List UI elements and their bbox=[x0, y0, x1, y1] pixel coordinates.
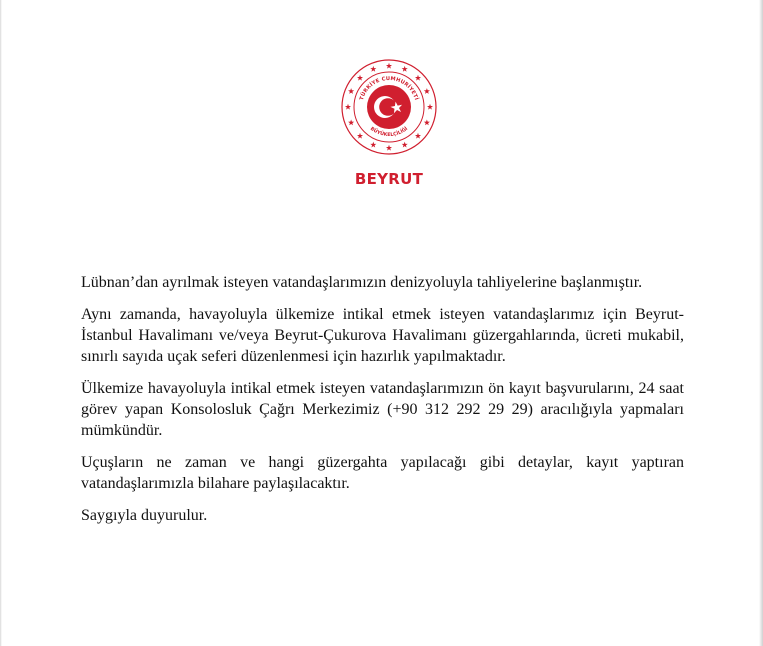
emblem-star bbox=[415, 133, 421, 139]
embassy-city-label: BEYRUT bbox=[354, 170, 424, 188]
emblem-star bbox=[357, 133, 363, 139]
emblem-arc-text: TÜRKİYE CUMHURİYETİ bbox=[358, 75, 420, 102]
emblem-star bbox=[402, 142, 408, 148]
announcement-paragraph: Lübnan’dan ayrılmak isteyen vatandaşlarımızın denizyoluyla tahliyelerine başlanmıştır. bbox=[81, 274, 643, 291]
announcement-paragraph: Aynı zamanda, havayoluyla ülkemize intikal etmek isteyen vatandaşlarımız için Beyrut-İstanbul Havalimanı ve/veya Beyrut-Çukurova Havalimanı güzergahlarında, ücreti mukabil, sınırlı sayıda uçak seferi düzenlenmesi için hazırlık yapılmaktadır. bbox=[81, 306, 684, 365]
emblem-bottom-text: BÜYÜKELÇİLİĞİ bbox=[368, 126, 410, 139]
emblem-star bbox=[386, 63, 392, 69]
emblem-star bbox=[386, 145, 392, 151]
emblem-star bbox=[424, 119, 430, 125]
page-edge-right bbox=[759, 0, 763, 646]
announcement-body bbox=[81, 272, 684, 537]
announcement-paragraph: Saygıyla duyurulur. bbox=[81, 507, 208, 524]
announcement-paragraph: Ülkemize havayoluyla intikal etmek isteyen vatandaşlarımızın ön kayıt başvurularını, 24 saat görev yapan Konsolosluk Çağrı Merkezimiz (+90 312 292 29 29) aracılığıyla yapmaları mümkündür. bbox=[81, 380, 684, 439]
emblem-star bbox=[348, 88, 354, 94]
emblem-star bbox=[402, 66, 408, 72]
emblem-star bbox=[348, 119, 354, 125]
emblem-star bbox=[427, 104, 433, 110]
emblem-star bbox=[345, 104, 351, 110]
announcement-paragraph: Uçuşların ne zaman ve hangi güzergahta yapılacağı gibi detaylar, kayıt yaptıran vatandaşlarımızla bilahare paylaşılacaktır. bbox=[81, 454, 684, 492]
emblem-star bbox=[357, 75, 363, 81]
page-edge-left bbox=[0, 0, 2, 646]
emblem-star bbox=[415, 75, 421, 81]
emblem-star bbox=[370, 142, 376, 148]
emblem-star bbox=[370, 66, 376, 72]
embassy-emblem-icon bbox=[339, 57, 439, 157]
emblem-star bbox=[424, 88, 430, 94]
